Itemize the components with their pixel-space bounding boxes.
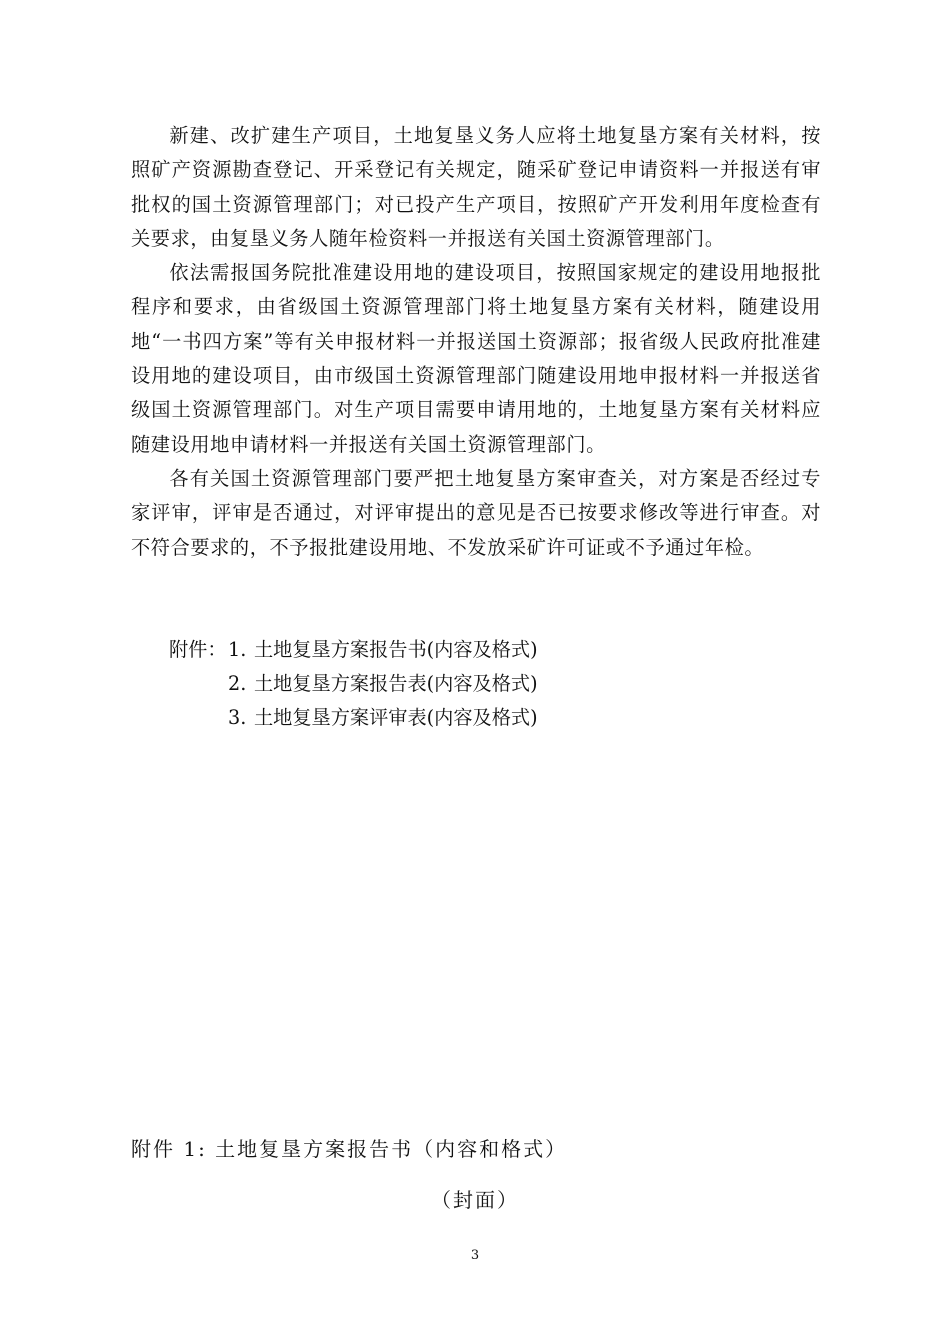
attachment-item: [169, 667, 538, 701]
attachment-title: 土地复垦方案报告书(内容及格式): [254, 638, 538, 661]
paragraph-review-requirements: 各有关国土资源管理部门要严把土地复垦方案审查关，对方案是否经过专家评审，评审是否通过，对评审提出的意见是否已按要求修改等进行审查。对不符合要求的，不予报批建设用地、不发放采矿许可证或不予通过年检。: [131, 466, 821, 559]
appendix-heading: 附件 1: 土地复垦方案报告书（内容和格式）: [131, 1137, 568, 1161]
paragraph-submission-construction: 依法需报国务院批准建设用地的建设项目，按照国家规定的建设用地报批程序和要求，由省级国土资源管理部门将土地复垦方案有关材料，随建设用地“一书四方案”等有关申报材料一并报送国土资源部；报省级人民政府批准建设用地的建设项目，由市级国土资源管理部门随建设用地申报材料一并报送省级国土资源管理部门。对生产项目需要申请用地的，土地复垦方案有关材料应随建设用地申请材料一并报送有关国土资源管理部门。: [131, 261, 821, 456]
attachment-list: [169, 633, 538, 735]
attachment-title: 土地复垦方案报告表(内容及格式): [254, 672, 538, 695]
page-number: 3: [470, 1248, 480, 1263]
attachment-number: 2.: [228, 672, 247, 695]
cover-label: （封面）: [431, 1188, 519, 1212]
attachment-item: [169, 633, 538, 667]
attachment-prefix: 附件：: [169, 638, 227, 661]
attachment-item: [169, 701, 538, 735]
attachment-number: 3.: [228, 706, 247, 729]
paragraph-submission-mining: 新建、改扩建生产项目，土地复垦义务人应将土地复垦方案有关材料，按照矿产资源勘查登记、开采登记有关规定，随采矿登记申请资料一并报送有审批权的国土资源管理部门；对已投产生产项目，按照矿产开发利用年度检查有关要求，由复垦义务人随年检资料一并报送有关国土资源管理部门。: [131, 124, 821, 250]
body-text: [131, 119, 821, 565]
attachment-title: 土地复垦方案评审表(内容及格式): [254, 706, 538, 729]
attachment-number: 1.: [228, 638, 247, 661]
